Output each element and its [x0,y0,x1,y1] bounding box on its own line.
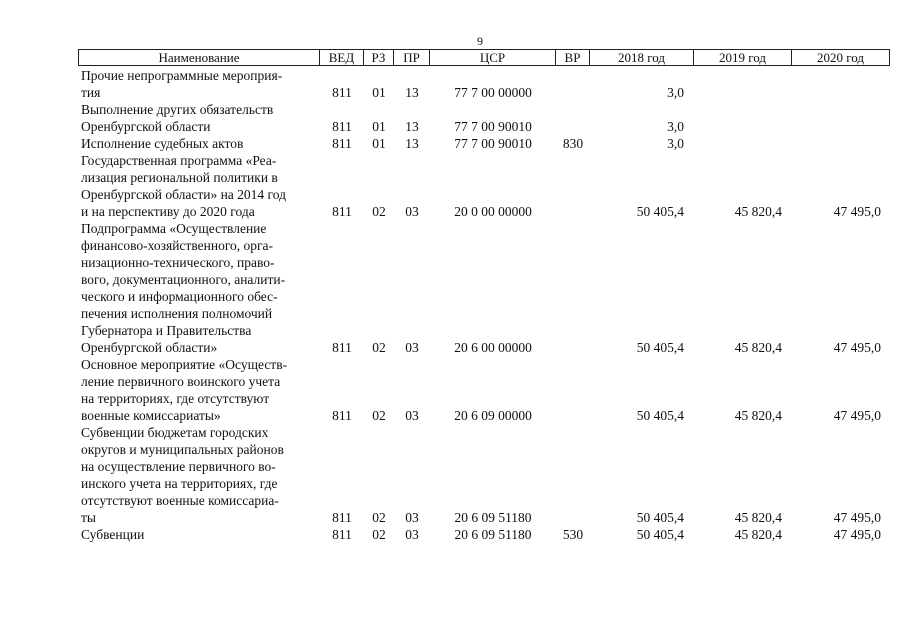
cell-rz: 02 [372,204,386,219]
row-name-line: Выполнение других обязательств [81,102,274,117]
page-number: 9 [477,34,483,48]
row-name-line: вого, документационного, аналити- [81,272,286,287]
header-csr: ЦСР [430,49,556,66]
header-name: Наименование [78,49,320,66]
row-name-line: инского учета на территориях, где [81,476,278,491]
cell-rz: 02 [372,340,386,355]
row-name-line: отсутствуют военные комиссариа- [81,493,279,508]
cell-2018: 50 405,4 [636,340,684,355]
row-name-line: Оренбургской области [81,119,211,134]
row-name-line: Губернатора и Правительства [81,323,252,338]
cell-2019: 45 820,4 [734,340,782,355]
header-ved: ВЕД [320,49,364,66]
cell-ved: 811 [332,340,352,355]
row-name-line: Основное мероприятие «Осуществ- [81,357,288,372]
cell-csr: 20 0 00 00000 [454,204,532,219]
cell-2020: 47 495,0 [833,527,881,542]
cell-pr: 03 [405,510,419,525]
cell-csr: 20 6 09 51180 [454,527,532,542]
cell-2018: 50 405,4 [636,510,684,525]
header-2020: 2020 год [792,49,890,66]
header-2018: 2018 год [590,49,694,66]
cell-2019: 45 820,4 [734,408,782,423]
cell-csr: 20 6 09 51180 [454,510,532,525]
cell-2019: 45 820,4 [734,204,782,219]
cell-rz: 01 [372,119,386,134]
row-name-line: Подпрограмма «Осуществление [81,221,267,236]
row-name-line: Оренбургской области» [81,340,218,355]
row-name-line: Субвенции бюджетам городских [81,425,269,440]
row-name-line: Прочие непрограммные мероприя- [81,68,283,83]
cell-2019: 45 820,4 [734,527,782,542]
cell-vr: 830 [562,136,584,151]
cell-2018: 50 405,4 [636,527,684,542]
row-name-line: ление первичного воинского учета [81,374,281,389]
row-name-line: на осуществление первичного во- [81,459,276,474]
row-name-line: Субвенции [81,527,145,542]
row-name-line: Оренбургской области» на 2014 год [81,187,286,202]
cell-pr: 03 [405,340,419,355]
cell-vr: 530 [562,527,584,542]
cell-csr: 77 7 00 90010 [454,119,532,134]
cell-csr: 20 6 09 00000 [454,408,532,423]
row-name-line: финансово-хозяйственного, орга- [81,238,274,253]
cell-pr: 03 [405,408,419,423]
cell-rz: 02 [372,510,386,525]
row-name-line: и на перспективу до 2020 года [81,204,255,219]
header-2019: 2019 год [694,49,792,66]
cell-ved: 811 [332,527,352,542]
cell-rz: 02 [372,408,386,423]
cell-pr: 03 [405,527,419,542]
row-name-line: на территориях, где отсутствуют [81,391,270,406]
row-name-line: низационно-технического, право- [81,255,275,270]
cell-ved: 811 [332,136,352,151]
cell-2019: 45 820,4 [734,510,782,525]
row-name-line: печения исполнения полномочий [81,306,273,321]
header-rz: РЗ [364,49,394,66]
row-name-line: тия [81,85,101,100]
cell-rz: 02 [372,527,386,542]
row-name-line: военные комиссариаты» [81,408,221,423]
cell-ved: 811 [332,510,352,525]
cell-rz: 01 [372,136,386,151]
cell-ved: 811 [332,408,352,423]
cell-2018: 50 405,4 [636,204,684,219]
cell-csr: 77 7 00 00000 [454,85,532,100]
cell-ved: 811 [332,85,352,100]
cell-pr: 13 [405,119,419,134]
cell-2018: 3,0 [667,136,684,151]
cell-ved: 811 [332,119,352,134]
cell-2020: 47 495,0 [833,408,881,423]
row-name-line: Исполнение судебных актов [81,136,244,151]
header-pr: ПР [394,49,430,66]
cell-2018: 3,0 [667,85,684,100]
cell-2020: 47 495,0 [833,340,881,355]
cell-csr: 20 6 00 00000 [454,340,532,355]
cell-pr: 03 [405,204,419,219]
row-name-line: ческого и информационного обес- [81,289,278,304]
cell-2020: 47 495,0 [833,204,881,219]
cell-2018: 50 405,4 [636,408,684,423]
header-vr: ВР [556,49,590,66]
row-name-line: ты [81,510,96,525]
cell-2018: 3,0 [667,119,684,134]
cell-pr: 13 [405,136,419,151]
row-name-line: Государственная программа «Реа- [81,153,277,168]
row-name-line: лизация региональной политики в [81,170,278,185]
cell-csr: 77 7 00 90010 [454,136,532,151]
cell-2020: 47 495,0 [833,510,881,525]
row-name-line: округов и муниципальных районов [81,442,284,457]
cell-ved: 811 [332,204,352,219]
cell-rz: 01 [372,85,386,100]
cell-pr: 13 [405,85,419,100]
